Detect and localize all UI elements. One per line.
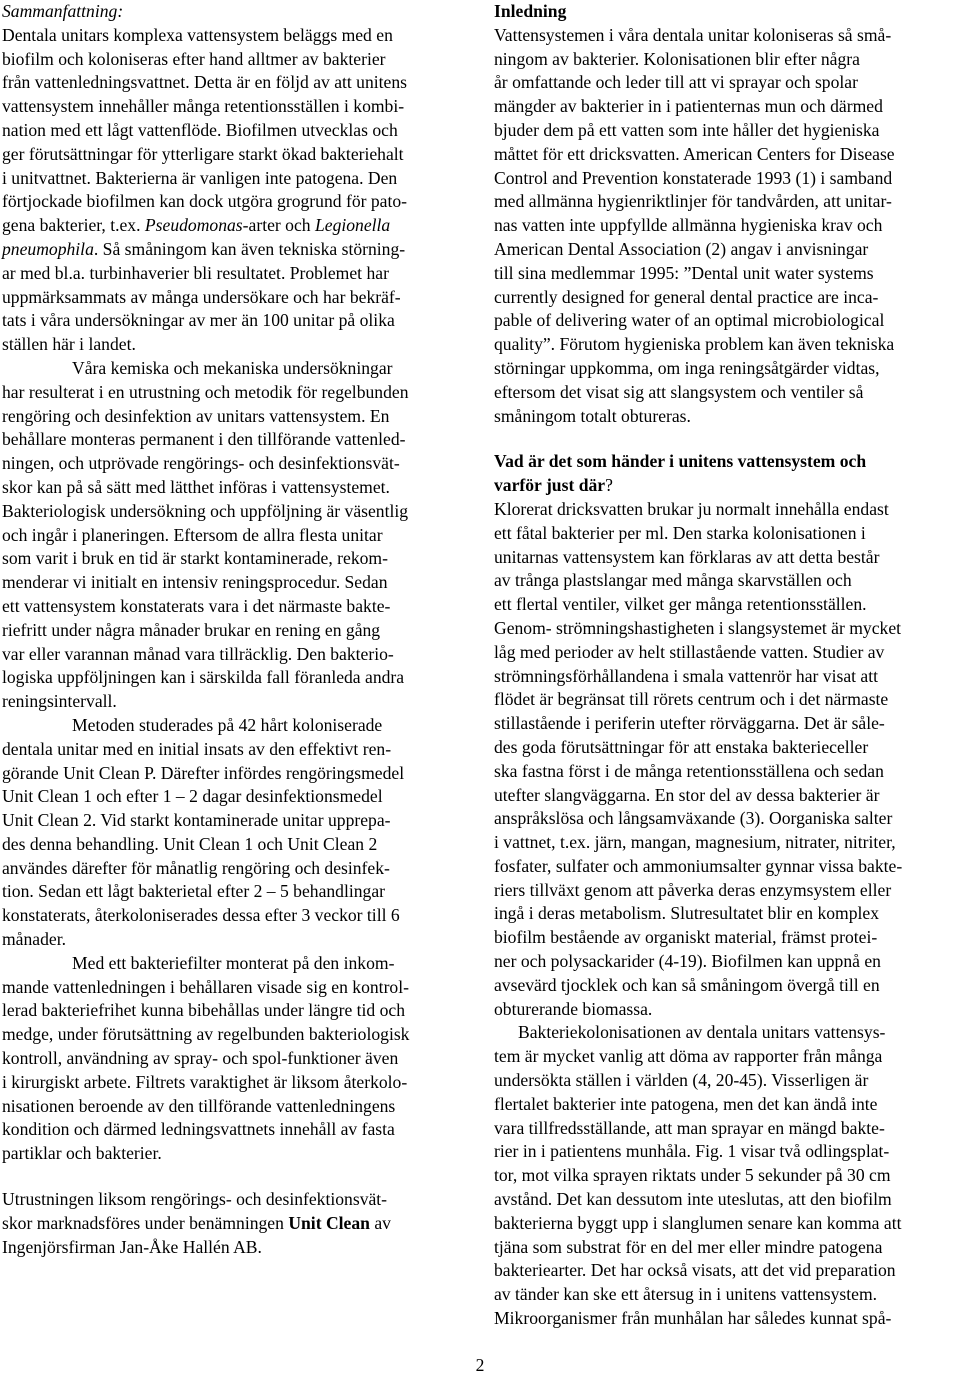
text-line: tor, mot vilka sprayen riktats under 5 sekunder på 30 cm	[494, 1165, 891, 1186]
text-segment: skor marknadsföres under benämningen	[2, 1212, 284, 1233]
text-line: riefritt under några månader brukar en rening en gång	[2, 619, 381, 640]
text-line: stillastående i periferin utefter rörväggarna. Det är såle-	[494, 713, 885, 734]
text-line: bakteriearter. Det har också visats, att det vid preparation	[494, 1260, 896, 1281]
text-line: vara tillfredsställande, att man sprayar en mängd bakte-	[494, 1117, 885, 1138]
text-line: från vattenledningsvattnet. Detta är en följd av att unitens	[2, 72, 408, 93]
question-heading: Vad är det som händer i unitens vattensystem och	[494, 451, 867, 472]
intro-heading: Inledning	[494, 1, 567, 21]
text-line: Control and Prevention konstaterade 1993 (1) i samband	[494, 167, 893, 188]
text-line: biofilm bestående av organiskt material, främst protei-	[494, 927, 878, 948]
text-segment: gena bakterier, t.ex.	[2, 215, 141, 236]
text-line: Bakteriekolonisationen av dentala unitars vattensys-	[518, 1022, 886, 1043]
text-line: tem är mycket vanlig att döma av rapporter från många	[494, 1046, 883, 1067]
text-line: Med ett bakteriefilter monterat på den inkom-	[72, 952, 395, 973]
product-paragraph	[2, 1188, 464, 1259]
text-line: ett vattensystem konstaterats vara i det närmaste bakte-	[2, 595, 391, 616]
text-line: medge, under förutsättning av regelbunden bakteriologisk	[2, 1024, 410, 1045]
text-line: av trånga plastslangar med många skarvställen och	[494, 570, 852, 591]
text-line: Vattensystemen i våra dentala unitar koloniseras så små-	[494, 24, 892, 45]
text-line: ingå i deras metabolism. Slutresultatet blir en komplex	[494, 903, 880, 924]
text-line: ningen, och utprövade rengörings- och desinfektionsvät-	[2, 453, 400, 474]
text-line: rier in i patientens munhåla. Fig. 1 visar två odlingsplat-	[494, 1141, 890, 1162]
spacer	[2, 1166, 464, 1188]
text-line: partiklar och bakterier.	[2, 1143, 162, 1164]
text-line	[2, 238, 464, 262]
text-line: låg med perioder av helt stillastående vatten. Studier av	[494, 641, 885, 662]
text-line: nation med ett lågt vattenflöde. Biofilmen utvecklas och	[2, 119, 398, 140]
product-name: Unit Clean	[288, 1212, 370, 1233]
text-line: kondition och därmed ledningsvattnets innehåll av fasta	[2, 1119, 395, 1140]
text-line	[2, 214, 464, 238]
text-line: reningsintervall.	[2, 691, 117, 712]
question-paragraph	[494, 498, 954, 1022]
text-line: görande Unit Clean P. Därefter infördes rengöringsmedel	[2, 762, 405, 783]
text-line: unitarnas vattensystem kan förklaras av att detta består	[494, 546, 880, 567]
text-line: till sina medlemmar 1995: ”Dental unit water systems	[494, 262, 874, 283]
text-line: ner och polysackarider (4-19). Biofilmen kan uppnå en	[494, 951, 881, 972]
text-line: Genom- strömningshastigheten i slangsystemet är mycket	[494, 617, 902, 638]
text-line: currently designed for general dental practice are inca-	[494, 286, 879, 307]
text-line: tjäna som substrat för en del mer eller mindre patogena	[494, 1236, 883, 1257]
text-line: användes därefter för månatlig rengöring och desinfek-	[2, 857, 390, 878]
text-line: med allmänna hygienriktlinjer för tandvården, att unitar-	[494, 191, 892, 212]
text-line: utefter slangväggarna. En stor del av dessa bakterier är	[494, 784, 880, 805]
text-line: dentala unitar med en initial insats av den effektivt ren-	[2, 738, 392, 759]
text-line: Våra kemiska och mekaniska undersökningar	[72, 357, 393, 378]
text-line: ska fastna först i de många retentionsställena och sedan	[494, 760, 884, 781]
text-line: Metoden studerades på 42 hårt koloniserade	[72, 714, 383, 735]
text-line: lerad bakteriefrihet kunna bibehållas under längre tid och	[2, 1000, 406, 1021]
text-line: flödet är begränsat till rörets centrum och i det närmaste	[494, 689, 889, 710]
text-line: tion. Sedan ett lågt bakterietal efter 2 – 5 behandlingar	[2, 881, 386, 902]
text-line: Dentala unitars komplexa vattensystem beläggs med en	[2, 24, 393, 45]
text-line: pable of delivering water of an optimal microbiological	[494, 310, 885, 331]
text-line: avsevärd tjocklek och kan så småningom övergå till en	[494, 974, 880, 995]
text-segment: . Så småningom kan även tekniska störning-	[93, 238, 406, 259]
text-line: flertalet bakterier inte patogena, men det kan ändå inte	[494, 1093, 878, 1114]
text-line: riers tillväxt genom att påverka deras enzymsystem eller	[494, 879, 892, 900]
text-line	[2, 1212, 464, 1236]
spacer	[494, 428, 954, 450]
species-name: Legionella	[314, 215, 391, 236]
text-line: i kirurgiskt arbete. Filtrets varaktighet är liksom återkolo-	[2, 1071, 408, 1092]
right-column	[494, 0, 954, 1331]
text-line: ger förutsättningar för ytterligare starkt ökad bakteriehalt	[2, 143, 404, 164]
text-line: undersökta ställen i världen (4, 20-45). Visserligen är	[494, 1070, 869, 1091]
text-line: Utrustningen liksom rengörings- och desinfektionsvät-	[2, 1189, 388, 1210]
text-line: förtjockade biofilmen kan dock utgöra grogrund för pato-	[2, 191, 408, 212]
summary-heading: Sammanfattning:	[2, 1, 124, 21]
text-line: rengöring och desinfektion av unitars vattensystem. En	[2, 405, 390, 426]
text-line: des goda förutsättningar för att enstaka bakterieceller	[494, 736, 869, 757]
text-line: år omfattande och leder till att vi sprayar och spolar	[494, 72, 858, 93]
text-line: American Dental Association (2) angav i anvisningar	[494, 238, 869, 259]
text-line: avstånd. Det kan dessutom inte uteslutas, att den biofilm	[494, 1189, 892, 1210]
heading-text: varför just där	[494, 475, 606, 496]
text-line: fosfater, sulfater och ammoniumsalter gynnar vissa bakte-	[494, 855, 903, 876]
text-line: Unit Clean 1 och efter 1 – 2 dagar desinfektionsmedel	[2, 786, 383, 807]
text-line: av tänder kan ske ett återsug in i unitens vattensystem.	[494, 1284, 878, 1305]
text-line: ett fåtal bakterier per ml. Den starka kolonisationen i	[494, 522, 866, 543]
text-line: eftersom det visat sig att slangsystem och ventiler så	[494, 381, 864, 402]
colonisation-paragraph	[494, 1021, 954, 1330]
intro-paragraph	[494, 24, 954, 429]
text-line: uppmärksammats av många undersökare och har bekräf-	[2, 286, 401, 307]
left-column	[2, 0, 464, 1259]
text-line: quality”. Förutom hygieniska problem kan även tekniska	[494, 334, 895, 355]
question-mark: ?	[605, 475, 613, 496]
text-line: vattensystem innehåller många retentionsställen i kombi-	[2, 96, 405, 117]
text-line: menderar vi initialt en intensiv reningsprocedur. Sedan	[2, 572, 388, 593]
text-line: des denna behandling. Unit Clean 1 och Unit Clean 2	[2, 833, 378, 854]
text-line: obturerande biomassa.	[494, 998, 653, 1019]
text-line: Ingenjörsfirman Jan-Åke Hallén AB.	[2, 1236, 262, 1257]
species-name: pneumophila	[2, 238, 94, 259]
text-line: bakterierna byggt upp i slanglumen senare kan komma att	[494, 1212, 902, 1233]
text-line: mängder av bakterier in i patienternas mun och därmed	[494, 96, 883, 117]
filter-paragraph	[2, 952, 464, 1166]
text-line: Bakteriologisk undersökning och uppföljning är väsentlig	[2, 500, 409, 521]
text-line: ett flertal ventiler, vilket ger många retentionsställen.	[494, 594, 867, 615]
text-line: behållare monteras permanent i den tillförande vattenled-	[2, 429, 406, 450]
text-line: som varit i bruk en tid är starkt kontaminerade, rekom-	[2, 548, 388, 569]
text-line: i unitvattnet. Bakterierna är vanligen inte patogena. Den	[2, 167, 398, 188]
text-line: ningom av bakterier. Kolonisationen blir efter några	[494, 48, 860, 69]
text-line: Unit Clean 2. Vid starkt kontaminerade unitar upprepa-	[2, 810, 391, 831]
question-heading-line2	[494, 474, 954, 498]
species-name: Pseudomonas	[144, 215, 243, 236]
text-line: biofilm och koloniseras efter hand alltmer av bakterier	[2, 48, 386, 69]
text-line: kontroll, användning av spray- och spol-funktioner även	[2, 1048, 399, 1069]
methods-paragraph	[2, 357, 464, 714]
text-line: strömningsförhållandena i smala vattenrör har visat att	[494, 665, 879, 686]
summary-paragraph	[2, 24, 464, 357]
text-line: tats i våra undersökningar av mer än 100 unitar på olika	[2, 310, 395, 331]
text-line: bjuder dem på ett vatten som inte håller det hygieniska	[494, 119, 880, 140]
text-line: nas vatten inte uppfyllde allmänna hygieniska krav och	[494, 215, 883, 236]
text-segment: av	[369, 1212, 391, 1233]
text-line: Klorerat dricksvatten brukar ju normalt innehålla endast	[494, 498, 889, 519]
text-line: mande vattenledningen i behållaren visade sig en kontrol-	[2, 976, 409, 997]
text-line: i vattnet, t.ex. järn, mangan, magnesium, nitrater, nitriter,	[494, 832, 896, 853]
text-line: anspråkslösa och långsamväxande (3). Oorganiska salter	[494, 808, 893, 829]
page-number: 2	[475, 1355, 485, 1375]
text-line: och ingår i planeringen. Eftersom de allra flesta unitar	[2, 524, 383, 545]
study-paragraph	[2, 714, 464, 952]
text-segment: -arter och	[242, 215, 311, 236]
text-line: skor kan på så sätt med lätthet införas i vattensystemet.	[2, 476, 390, 497]
text-line: störningar uppkomma, om inga reningsåtgärder vidtas,	[494, 357, 880, 378]
text-line: månader.	[2, 929, 66, 950]
text-line: nisationen beroende av den tillförande vattenledningens	[2, 1095, 396, 1116]
text-line: småningom totalt obtureras.	[494, 405, 691, 426]
text-line: måttet för ett dricksvatten. American Centers for Disease	[494, 143, 895, 164]
text-line: ställen här i landet.	[2, 334, 136, 355]
text-line: ar med bl.a. turbinhaverier bli resultatet. Problemet har	[2, 262, 389, 283]
text-line: konstaterats, återkoloniserades dessa efter 3 veckor till 6	[2, 905, 400, 926]
text-line: Mikroorganismer från munhålan har således kunnat spå-	[494, 1308, 892, 1329]
text-line: var eller varannan månad vara tillräcklig. Den bakterio-	[2, 643, 394, 664]
text-line: har resulterat i en utrustning och metodik för regelbunden	[2, 381, 409, 402]
text-line: logiska uppföljningen kan i särskilda fall föranleda andra	[2, 667, 405, 688]
